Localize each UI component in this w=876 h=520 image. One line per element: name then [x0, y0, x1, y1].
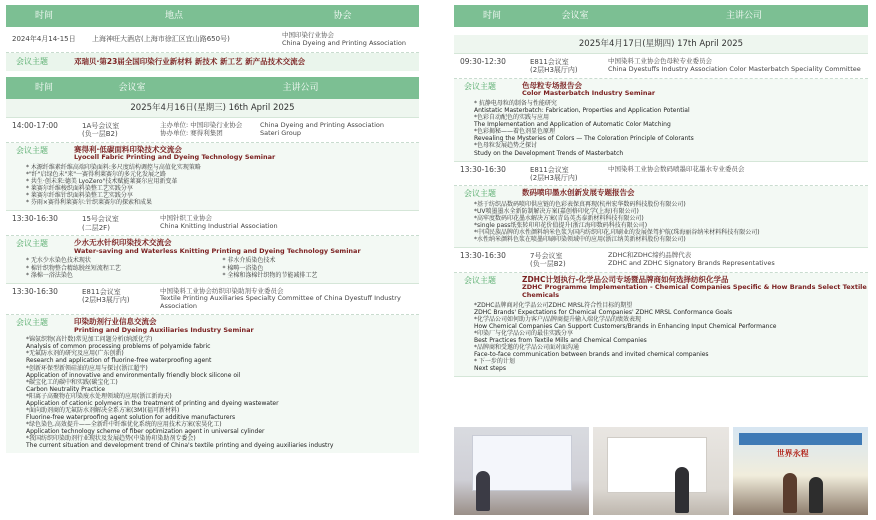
host-en: Textile Printing Auxiliaries Specialty Committee of China Dyestuff Industry Association	[160, 294, 401, 311]
host-en: China Knitting Industrial Association	[160, 222, 278, 231]
session-room: 1A号会议室	[82, 122, 120, 131]
topic-item-en: Research and application of fluorine-free waterproofing agent	[26, 357, 212, 365]
session-inkjet	[454, 162, 868, 187]
left-header-row-2	[6, 77, 419, 99]
topic-item: *水性纳米颜料色浆在喷墨印刷印染领域中的应用(浙江纳美新材料股份有限公司)	[474, 235, 686, 243]
topic-item: * 莱赛尔纤维针织面料染整工艺实践分享	[26, 192, 133, 200]
header-host: 主讲公司	[725, 10, 762, 21]
date-bar-apr17: 2025年4月17日(星期四) 17th April 2025	[454, 35, 868, 54]
session-title-cn: 数码喷印墨水创新发展专题报告会	[522, 188, 635, 198]
left-schedule-column	[6, 5, 419, 453]
speaker-figure	[783, 473, 797, 513]
right-schedule-column	[454, 5, 868, 377]
header-room: 会议室	[118, 82, 146, 93]
session-room-floor: (负一层B2)	[82, 130, 118, 139]
topic-item-cn: *绿色染色.高效提升——全新纤中纤维优化系统的应用技术方案(宏昊化工)	[26, 421, 222, 429]
session-title-en: Water-saving and Waterless Knitting Printing and Dyeing Technology Seminar	[74, 246, 361, 255]
stage-banner-text: 世界永程	[776, 449, 809, 458]
topic-item-en: Best Practices from Textile Mills and Chemical Companies	[474, 337, 647, 345]
host-cn: 中国针织工业协会	[160, 214, 212, 223]
topic-item-en: Carbon Neutrality Practice	[26, 385, 106, 393]
session-masterbatch	[454, 54, 868, 79]
topic-item: *"纤"启绿色未"来"一赛得利莱赛尔的多元化发展之路	[26, 171, 167, 179]
topic-item: * 共生·创未来:德美 LyoZero"技术赋能莱赛尔应用新变革	[26, 178, 178, 186]
theme-label: 会议主题	[464, 275, 496, 285]
topic-item-cn: *化学品公司如何助力客户/品牌商提升输入端化学品的绩效表现	[474, 315, 642, 323]
session-title-cn: 赛得利·低碳面料印染技术交流会	[74, 144, 182, 154]
session-auxiliaries	[6, 284, 419, 315]
topic-item: *中国民族品牌的水性颜料纳米色浆为国内纺织印花,印刷业的发展保驾护航(珠海丽谷纳米材料科技有限公司)	[474, 228, 760, 236]
session-time: 13:30-16:30	[12, 214, 58, 224]
co-organizer-en: Sateri Group	[260, 128, 301, 137]
topic-item-cn: * 下一步的计划	[474, 358, 515, 366]
session-room: 7号会议室	[530, 252, 563, 261]
topic-item: *基于纺织品数码喷印供应链的色彩表保真再现(杭州宏华数码科技股份有限公司)	[474, 200, 686, 208]
session-room: E811会议室	[530, 165, 569, 174]
session-time: 13:30-16:30	[460, 164, 506, 174]
topic-item-en: Revealing the Mysteries of Colors — The Coloration Principle of Colorants	[474, 135, 694, 143]
header-association: 协会	[333, 10, 352, 21]
event-venue: 上海神旺大酒店(上海市徐汇区宜山路650号)	[92, 35, 230, 44]
topic-item: * 涤棉一浴法染色	[26, 271, 73, 279]
host-cn: 中国染料工业协会纺织印染助剂专业委员会	[160, 286, 284, 295]
topic-item-cn: *品牌商和受邀的化学品公司面对面沟通	[474, 344, 580, 352]
session-room-floor: (二层2F)	[82, 223, 110, 232]
topic-item: *高牢度数码印花墨水解决方案(青岛英杰泰新材料科技有限公司)	[474, 214, 644, 222]
session-room-floor: (负一层B2)	[530, 260, 566, 269]
session-title-cn: 印染助剂行业信息交流会	[74, 316, 157, 326]
session-title-en: Printing and Dyeing Auxiliaries Industry Seminar	[74, 325, 254, 334]
topic-item-cn: *碳宝化工的碳中和实践(碳宝化工)	[26, 378, 118, 386]
session-lyocell	[6, 118, 419, 143]
event-info-row	[6, 27, 419, 53]
topic-item: * 木源纤维素纤维高端印染面料:多尺度结构调控与高值化实现策略	[26, 164, 201, 172]
topic-item-en: How Chemical Companies Can Support Customers/Brands in Enhancing Input Chemical Performance	[474, 322, 777, 330]
session-room: E811会议室	[530, 58, 569, 67]
topic-item-en: Next steps	[474, 365, 506, 373]
topic-item: * 无水少水染色技术现状	[26, 257, 91, 265]
topic-item: * 全棉和涤棉针织物的节能减排工艺	[222, 271, 318, 279]
session-room-floor: (2层H3展厅内)	[530, 66, 578, 75]
topic-item: *single pass纸张转印印花价值提升(浙江海印数码科技有限公司)	[474, 221, 648, 229]
header-host: 主讲公司	[282, 82, 319, 93]
topic-item-cn: *我国纺织印染助剂行业现状及发展趋势(中染协印染助剂专委会)	[26, 435, 196, 443]
header-place: 地点	[164, 10, 183, 21]
session-room: E811会议室	[82, 287, 121, 296]
organizer-en: China Dyeing and Printing Association	[260, 121, 384, 130]
left-header-row-1	[6, 5, 419, 27]
topic-item-cn: *创新环保型新领硅油的应用与探讨(浙江超宇)	[26, 364, 148, 372]
topic-item-cn: * 抗静电母粒的制备与性能研究	[474, 100, 557, 108]
theme-label: 会议主题	[16, 238, 48, 248]
main-theme-row	[6, 53, 419, 71]
seminar-photo-2	[593, 427, 728, 515]
header-time: 时间	[34, 10, 53, 21]
topic-item: * 棉畴一浴染色	[222, 264, 264, 272]
topic-item-en: Study on the Development Trends of Masterbatch	[474, 149, 624, 157]
topic-item: *UV喷墨墨水全新防制解决方案(嘉创格印化学(上海)有限公司)	[474, 207, 639, 215]
topic-item: * 莱赛尔纤维梭织面料染整工艺实践分享	[26, 185, 133, 193]
topic-item-cn: *面向助剂商的无氟防水剂解决全系方案(3M)(福可新材料)	[26, 406, 180, 414]
session-time: 14:00-17:00	[12, 121, 58, 131]
session-room: 15号会议室	[82, 215, 119, 224]
speaker-figure	[476, 471, 490, 511]
topic-item-cn: *色母粒发展趋势之探讨	[474, 142, 538, 150]
speaker-figure	[675, 467, 689, 513]
header-time: 时间	[34, 82, 53, 93]
topic-item-en: Face-to-face communication between brands and invited chemical companies	[474, 351, 709, 359]
projection-screen	[607, 437, 707, 493]
host-en: ZDHC and ZDHC Signatory Brands Representatives	[608, 258, 775, 267]
topic-item-en: Fluorine-free waterproofing agent solution for additive manufacturers	[26, 414, 236, 422]
session-title-en: Color Masterbatch Industry Seminar	[522, 89, 656, 98]
topic-item: * 芬雨×赛得利莱赛尔:针织莱赛尔的探索和成果	[26, 199, 152, 207]
host-cn: 中国染料工业协会色母粒专业委员会	[608, 57, 712, 66]
event-photo-strip	[454, 427, 868, 515]
session-zdhc-topics	[454, 273, 868, 378]
event-dates: 2024年4月14-15日	[12, 35, 76, 44]
topic-item-cn: *ZDHC品牌商对化学品公司ZDHC MRSL符合性目标的期望	[474, 301, 633, 309]
header-room: 会议室	[561, 10, 589, 21]
main-theme-text: 邓瑞贝·第23届全国印染行业新材料 新技术 新工艺 新产品技术交流会	[74, 56, 306, 66]
association-cn: 中国印染行业协会	[282, 30, 334, 39]
session-title-en: Lyocell Fabric Printing and Dyeing Technology Seminar	[74, 153, 276, 162]
session-knitting	[6, 211, 419, 236]
topic-item-en: Application technology scheme of fiber optimization agent in universal cylinder	[26, 428, 265, 436]
topic-item-cn: *印染厂与化学品公司的最佳实践分享	[474, 330, 574, 338]
session-masterbatch-topics	[454, 79, 868, 162]
topic-item-cn: *阳离子高聚物在印染废水处理领域的应用(浙江新海天)	[26, 392, 172, 400]
theme-label: 会议主题	[16, 57, 48, 67]
association-en: China Dyeing and Printing Association	[282, 38, 406, 47]
stage-banner	[739, 433, 862, 445]
organizer-cn: 主办单位: 中国印染行业协会	[160, 121, 243, 130]
topic-item-en: Application of innovative and environmentally friendly block silicone oil	[26, 371, 241, 379]
host-cn: ZDHC和ZDHC缔约品牌代表	[608, 251, 692, 260]
session-room-floor: (2层H3展厅内)	[530, 173, 578, 182]
theme-label: 会议主题	[16, 317, 48, 327]
session-inkjet-topics	[454, 186, 868, 248]
topic-item-en: Antistatic Masterbatch: Fabrication, Properties and Application Potential	[474, 107, 690, 115]
topic-item-en: ZDHC Brands' Expectations for Chemical Companies' ZDHC MRSL Conformance Goals	[474, 308, 733, 316]
seminar-photo-1	[454, 427, 589, 515]
topic-item: * 棉针织物整合精练脱丝短流程工艺	[26, 264, 121, 272]
seminar-photo-3	[733, 427, 868, 515]
session-title-cn: ZDHC计划执行-化学品公司专场暨品牌商如何选择纺织化学品	[522, 274, 729, 284]
session-zdhc	[454, 248, 868, 273]
session-auxiliaries-topics	[6, 315, 419, 454]
session-knitting-topics	[6, 236, 419, 284]
topic-item-en: The Implementation and Application of Automatic Color Matching	[474, 121, 671, 129]
session-title-cn: 少水无水针织印染技术交流会	[74, 237, 172, 247]
host-en: China Dyestuffs Industry Association Color Masterbatch Speciality Committee	[608, 64, 861, 73]
topic-item: * 非水介质染色技术	[222, 257, 276, 265]
host-cn: 中国染料工业协会数码喷墨印花墨水专业委员会	[608, 164, 745, 173]
topic-item-cn: *无氟防水剂的研究及应用(广东创新)	[26, 350, 124, 358]
date-bar-apr16: 2025年4月16日(星期三) 16th April 2025	[6, 99, 419, 118]
topic-item-cn: *色彩自动配色的实践与应用	[474, 114, 550, 122]
topic-item-cn: *色彩揭秘——着色剂显色原理	[474, 128, 556, 136]
theme-label: 会议主题	[464, 189, 496, 199]
co-organizer-cn: 协办单位: 赛得利集团	[160, 128, 223, 137]
session-time: 09:30-12:30	[460, 57, 506, 67]
theme-label: 会议主题	[16, 145, 48, 155]
session-time: 13:30-16:30	[12, 286, 58, 296]
session-title-en: ZDHC Programme Implementation - Chemical Companies Specific & How Brands Select Textile Chemicals	[522, 283, 867, 300]
session-room-floor: (2层H3展厅内)	[82, 295, 130, 304]
right-header-row	[454, 5, 868, 27]
topic-item-cn: *锦氨织物(高针数)常见加工问题分析(纳派化学)	[26, 336, 153, 344]
header-time: 时间	[482, 10, 501, 21]
topic-item-en: Application of cationic polymers in the treatment of printing and dyeing wastewater	[26, 399, 279, 407]
topic-item-en: The current situation and development trend of China's textile printing and dyeing auxiliaries industry	[26, 442, 334, 450]
attendee-figure	[809, 477, 823, 513]
theme-label: 会议主题	[464, 81, 496, 91]
session-lyocell-topics	[6, 143, 419, 212]
session-title-cn: 色母粒专场报告会	[522, 80, 582, 90]
topic-item-en: Analysis of common processing problems of polyamide fabric	[26, 343, 211, 351]
session-time: 13:30-16:30	[460, 251, 506, 261]
